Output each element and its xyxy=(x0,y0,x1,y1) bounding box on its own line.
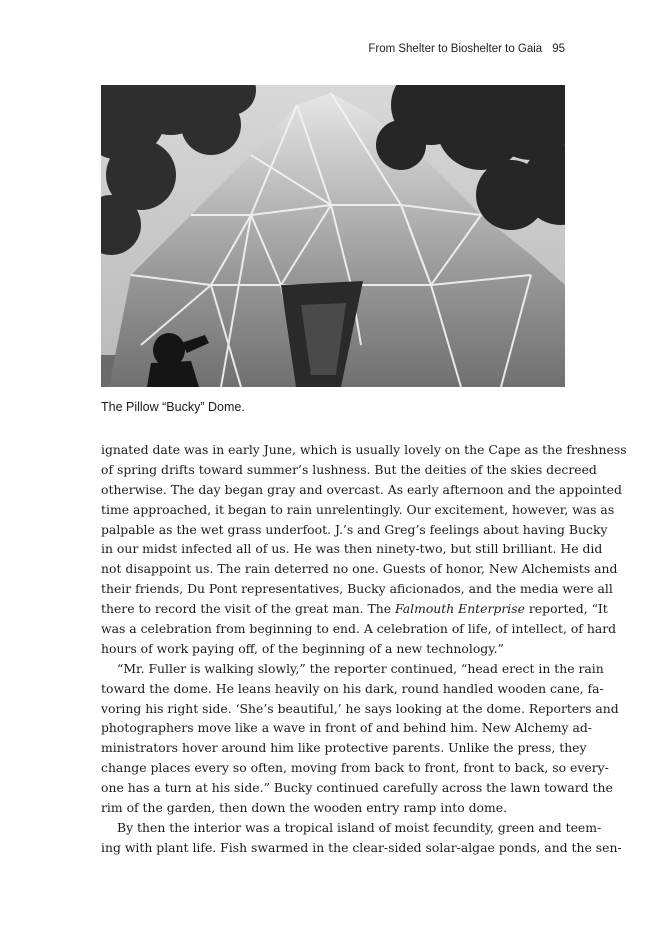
running-head xyxy=(368,43,565,55)
text-line: was a celebration from beginning to end. A celebration of life, of intellect, of hard xyxy=(101,621,617,637)
text-line: change places every so often, moving from back to front, front to back, so every- xyxy=(101,760,609,776)
text-line: hours of work paying off, of the beginning of a new technology.” xyxy=(101,640,504,656)
text-line: voring his right side. ‘She’s beautiful,’ he says looking at the dome. Reporters and xyxy=(101,700,619,716)
running-title: From Shelter to Bioshelter to Gaia xyxy=(368,43,543,55)
text-line: otherwise. The day began gray and overcast. As early afternoon and the appointed xyxy=(101,481,622,497)
text-line: “Mr. Fuller is walking slowly,” the reporter continued, “head erect in the rain xyxy=(117,660,604,676)
text-line: photographers move like a wave in front of and behind him. New Alchemy ad- xyxy=(101,720,592,736)
body-text xyxy=(101,440,627,858)
text-line: toward the dome. He leans heavily on his dark, round handled wooden cane, fa- xyxy=(101,680,604,696)
text-segment: there to record the visit of the great man. The xyxy=(101,601,395,617)
text-line xyxy=(101,599,608,619)
text-line: in our midst infected all of us. He was then ninety-two, but still brilliant. He did xyxy=(101,541,603,557)
text-line: their friends, Du Pont representatives, Bucky aficionados, and the media were all xyxy=(101,581,613,597)
text-line: of spring drifts toward summer’s lushness. But the deities of the skies decreed xyxy=(101,461,597,477)
dome-photo-drawing xyxy=(101,85,565,387)
text-line: By then the interior was a tropical island of moist fecundity, green and teem- xyxy=(117,819,602,835)
text-line: ministrators hover around him like protective parents. Unlike the press, they xyxy=(101,740,587,756)
text-line: one has a turn at his side.” Bucky continued carefully across the lawn toward the xyxy=(101,780,613,796)
page-number: 95 xyxy=(552,43,565,55)
text-line: rim of the garden, then down the wooden entry ramp into dome. xyxy=(101,800,508,816)
text-line: palpable as the wet grass underfoot. J.’s and Greg’s feelings about having Bucky xyxy=(101,521,608,537)
text-line: ing with plant life. Fish swarmed in the clear-sided solar-algae ponds, and the sen- xyxy=(101,839,622,855)
newspaper-title: Falmouth Enterprise xyxy=(394,601,525,617)
text-line: ignated date was in early June, which is usually lovely on the Cape as the freshness xyxy=(101,442,627,457)
figure-caption: The Pillow “Bucky” Dome. xyxy=(101,400,245,414)
text-segment: reported, “It xyxy=(524,601,608,617)
dome-photograph xyxy=(101,85,565,387)
text-line: time approached, it began to rain unrelentingly. Our excitement, however, was as xyxy=(101,501,615,517)
text-line: not disappoint us. The rain deterred no one. Guests of honor, New Alchemists and xyxy=(101,561,618,577)
